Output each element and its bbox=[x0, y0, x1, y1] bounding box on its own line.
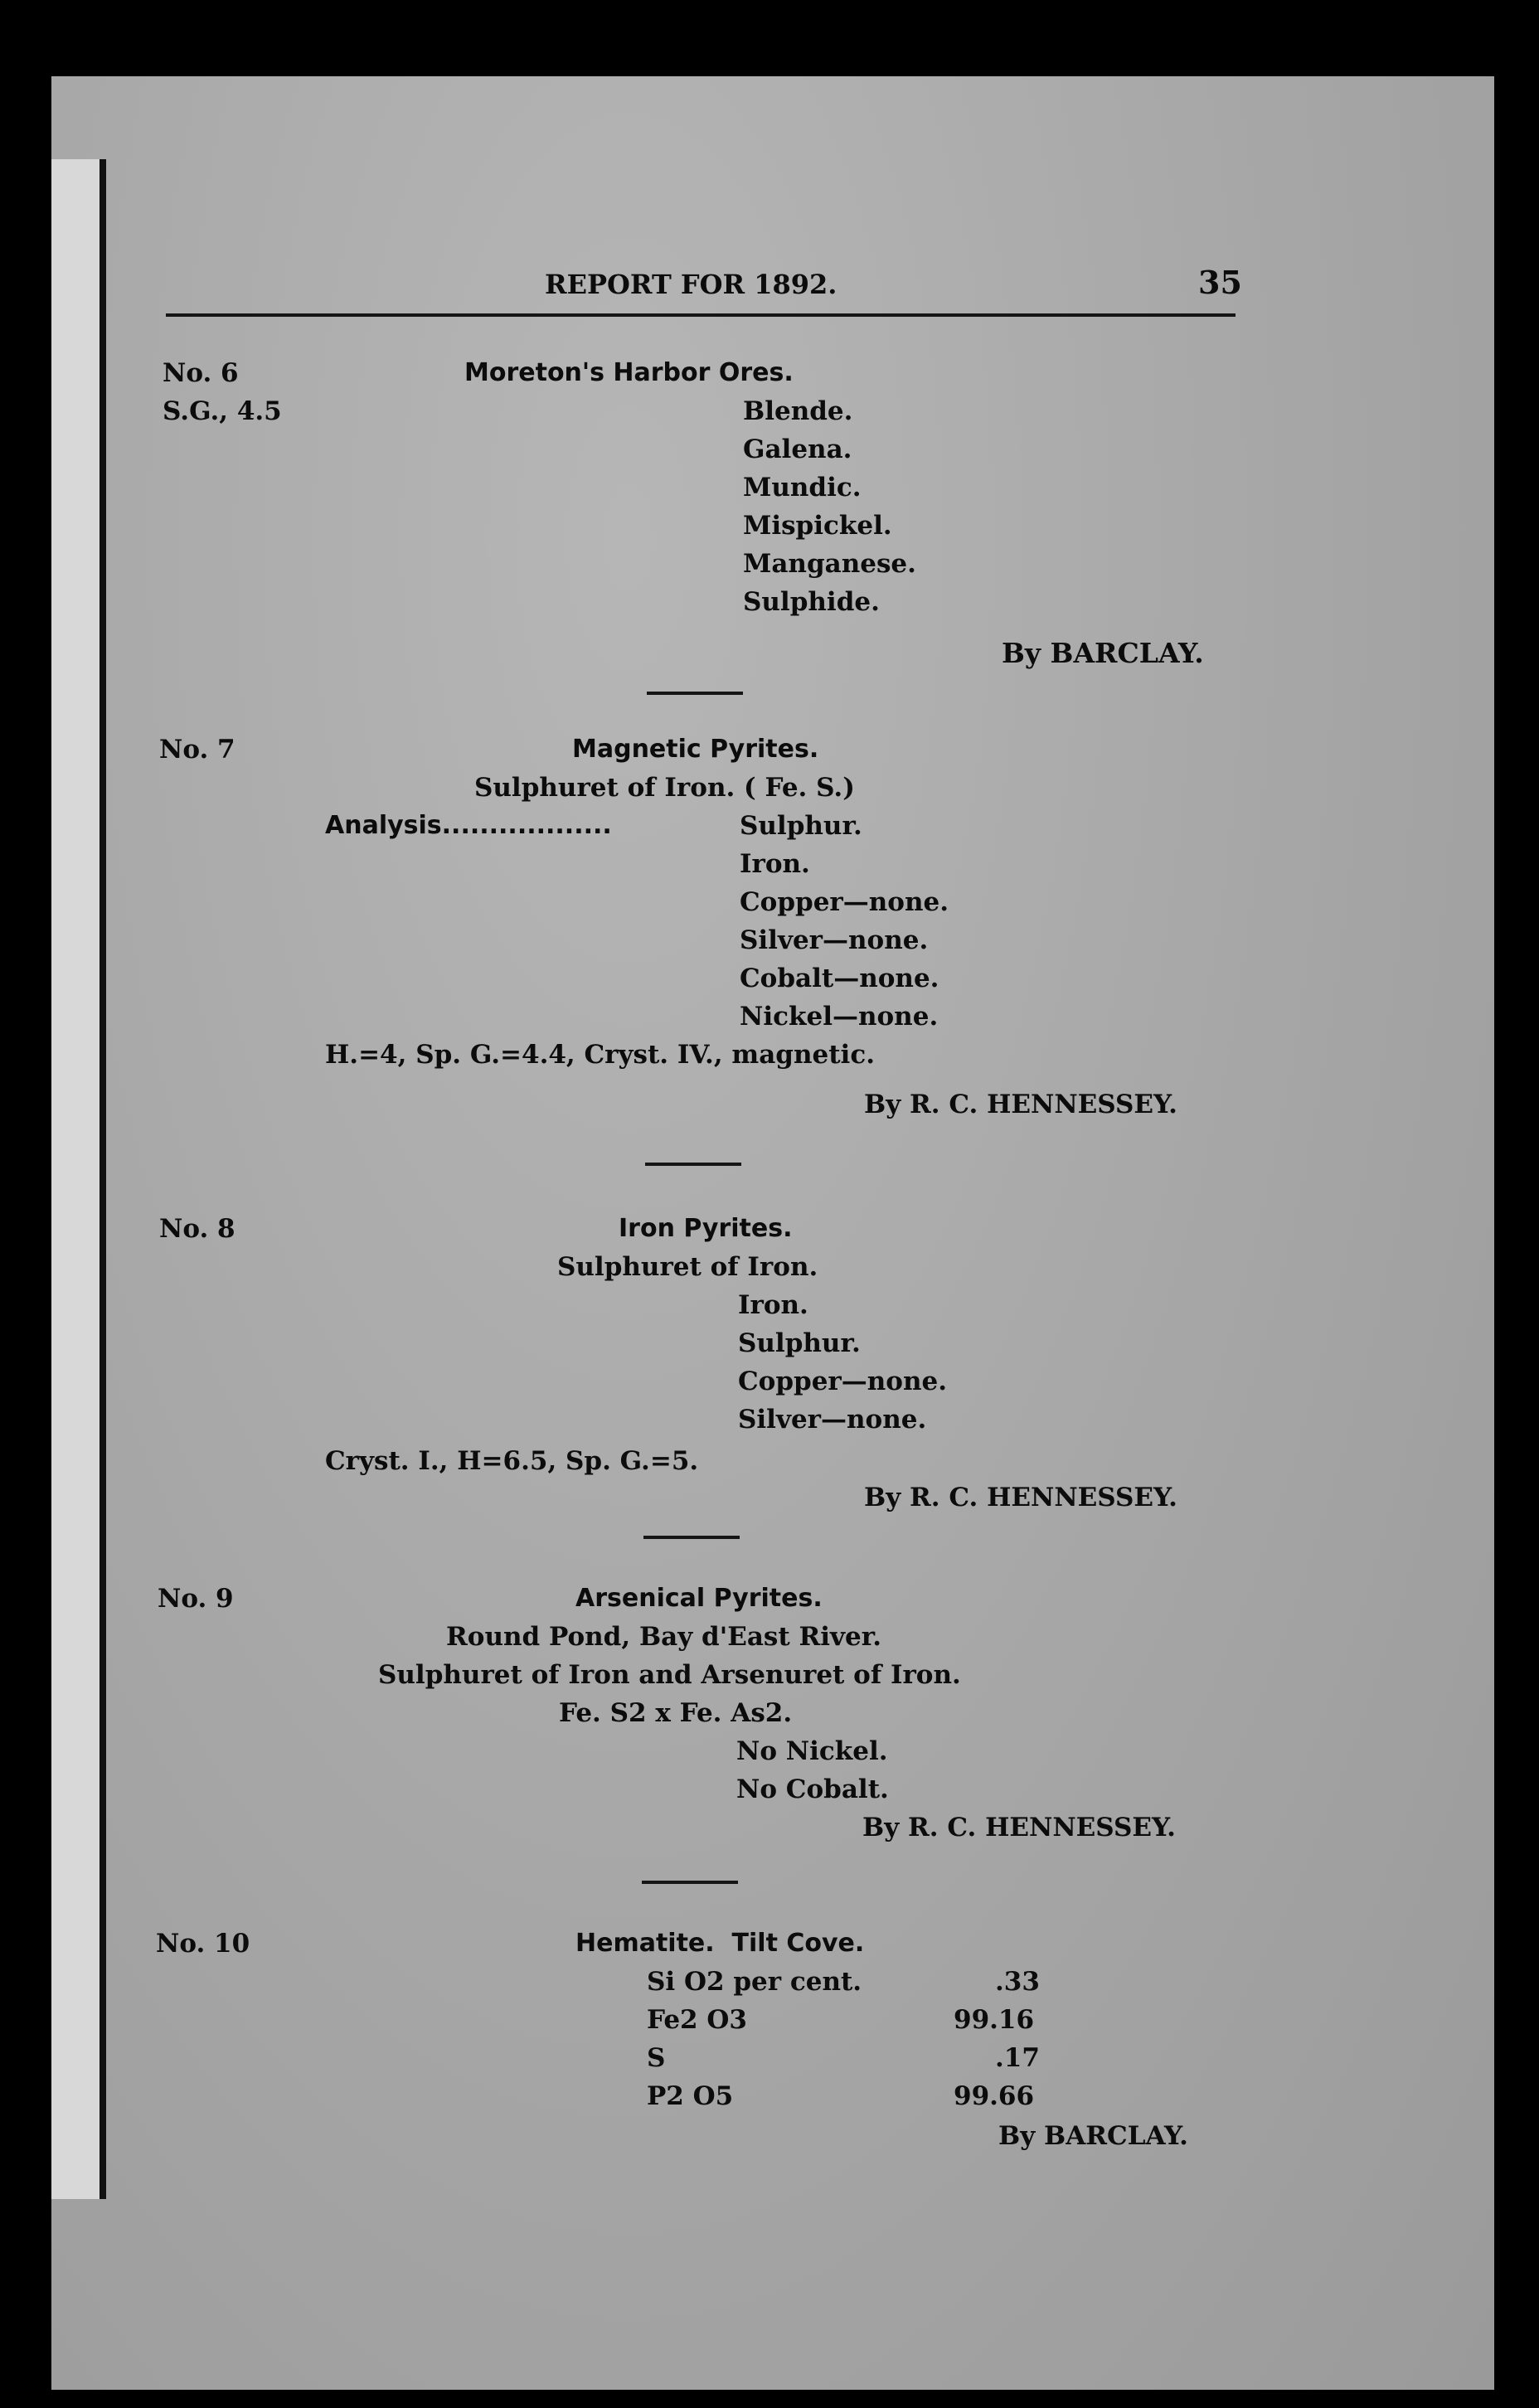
list-item: Sulphur. bbox=[738, 1328, 861, 1358]
section-subtitle: Sulphuret of Iron. ( Fe. S.) bbox=[474, 773, 855, 803]
list-item: Manganese. bbox=[743, 549, 916, 579]
author-credit: By R. C. HENNESSEY. bbox=[864, 1483, 1177, 1512]
left-page-edge bbox=[51, 159, 106, 2199]
header-rule bbox=[166, 313, 1236, 317]
section-subtitle: Sulphuret of Iron. bbox=[557, 1252, 818, 1282]
document-page bbox=[51, 76, 1494, 2390]
author-credit: By R. C. HENNESSEY. bbox=[864, 1090, 1177, 1119]
section-number: No. 10 bbox=[156, 1929, 250, 1959]
formula-line: Fe. S2 x Fe. As2. bbox=[559, 1698, 793, 1728]
analysis-value: .33 bbox=[995, 1967, 1040, 1997]
specific-gravity: S.G., 4.5 bbox=[163, 396, 282, 426]
section-separator bbox=[645, 1163, 741, 1166]
author-credit: By BARCLAY. bbox=[998, 2121, 1188, 2151]
list-item: No Cobalt. bbox=[736, 1774, 889, 1804]
list-item: No Nickel. bbox=[736, 1736, 888, 1766]
section-title: Iron Pyrites. bbox=[619, 1214, 793, 1243]
mineral-properties: H.=4, Sp. G.=4.4, Cryst. IV., magnetic. bbox=[325, 1040, 875, 1070]
section-separator bbox=[643, 1536, 740, 1539]
analysis-component: S bbox=[647, 2043, 666, 2073]
list-item: Mundic. bbox=[743, 473, 862, 502]
analysis-value: 99.66 bbox=[954, 2081, 1035, 2111]
section-separator bbox=[642, 1881, 738, 1884]
composition-line: Sulphuret of Iron and Arsenuret of Iron. bbox=[378, 1660, 961, 1690]
list-item: Iron. bbox=[738, 1290, 808, 1320]
analysis-value: .17 bbox=[995, 2043, 1040, 2073]
analysis-component: Fe2 O3 bbox=[647, 2005, 747, 2035]
list-item: Cobalt—none. bbox=[740, 964, 939, 993]
analysis-label: Analysis.................. bbox=[325, 811, 612, 840]
list-item: Silver—none. bbox=[740, 925, 929, 955]
analysis-component: P2 O5 bbox=[647, 2081, 734, 2111]
author-credit: By R. C. HENNESSEY. bbox=[862, 1813, 1176, 1842]
list-item: Nickel—none. bbox=[740, 1002, 939, 1032]
list-item: Silver—none. bbox=[738, 1405, 927, 1435]
list-item: Mispickel. bbox=[743, 511, 892, 541]
location-line: Round Pond, Bay d'East River. bbox=[446, 1622, 882, 1652]
section-title: Hematite. Tilt Cove. bbox=[575, 1929, 865, 1958]
section-title: Magnetic Pyrites. bbox=[572, 735, 819, 764]
section-number: No. 6 bbox=[163, 358, 239, 388]
mineral-properties: Cryst. I., H=6.5, Sp. G.=5. bbox=[325, 1446, 699, 1476]
author-credit: By BARCLAY. bbox=[1002, 637, 1204, 669]
list-item: Sulphur. bbox=[740, 811, 862, 841]
section-title: Moreton's Harbor Ores. bbox=[464, 358, 794, 387]
list-item: Sulphide. bbox=[743, 587, 880, 617]
list-item: Iron. bbox=[740, 849, 810, 879]
running-header-title: REPORT FOR 1892. bbox=[545, 269, 837, 300]
section-number: No. 9 bbox=[158, 1584, 234, 1614]
section-title: Arsenical Pyrites. bbox=[575, 1584, 823, 1613]
page-number: 35 bbox=[1198, 264, 1242, 301]
list-item: Blende. bbox=[743, 396, 853, 426]
analysis-value: 99.16 bbox=[954, 2005, 1035, 2035]
list-item: Galena. bbox=[743, 435, 852, 464]
list-item: Copper—none. bbox=[740, 887, 949, 917]
section-number: No. 7 bbox=[159, 735, 235, 765]
section-separator bbox=[647, 692, 743, 695]
analysis-component: Si O2 per cent. bbox=[647, 1967, 862, 1997]
list-item: Copper—none. bbox=[738, 1367, 948, 1396]
section-number: No. 8 bbox=[159, 1214, 235, 1244]
